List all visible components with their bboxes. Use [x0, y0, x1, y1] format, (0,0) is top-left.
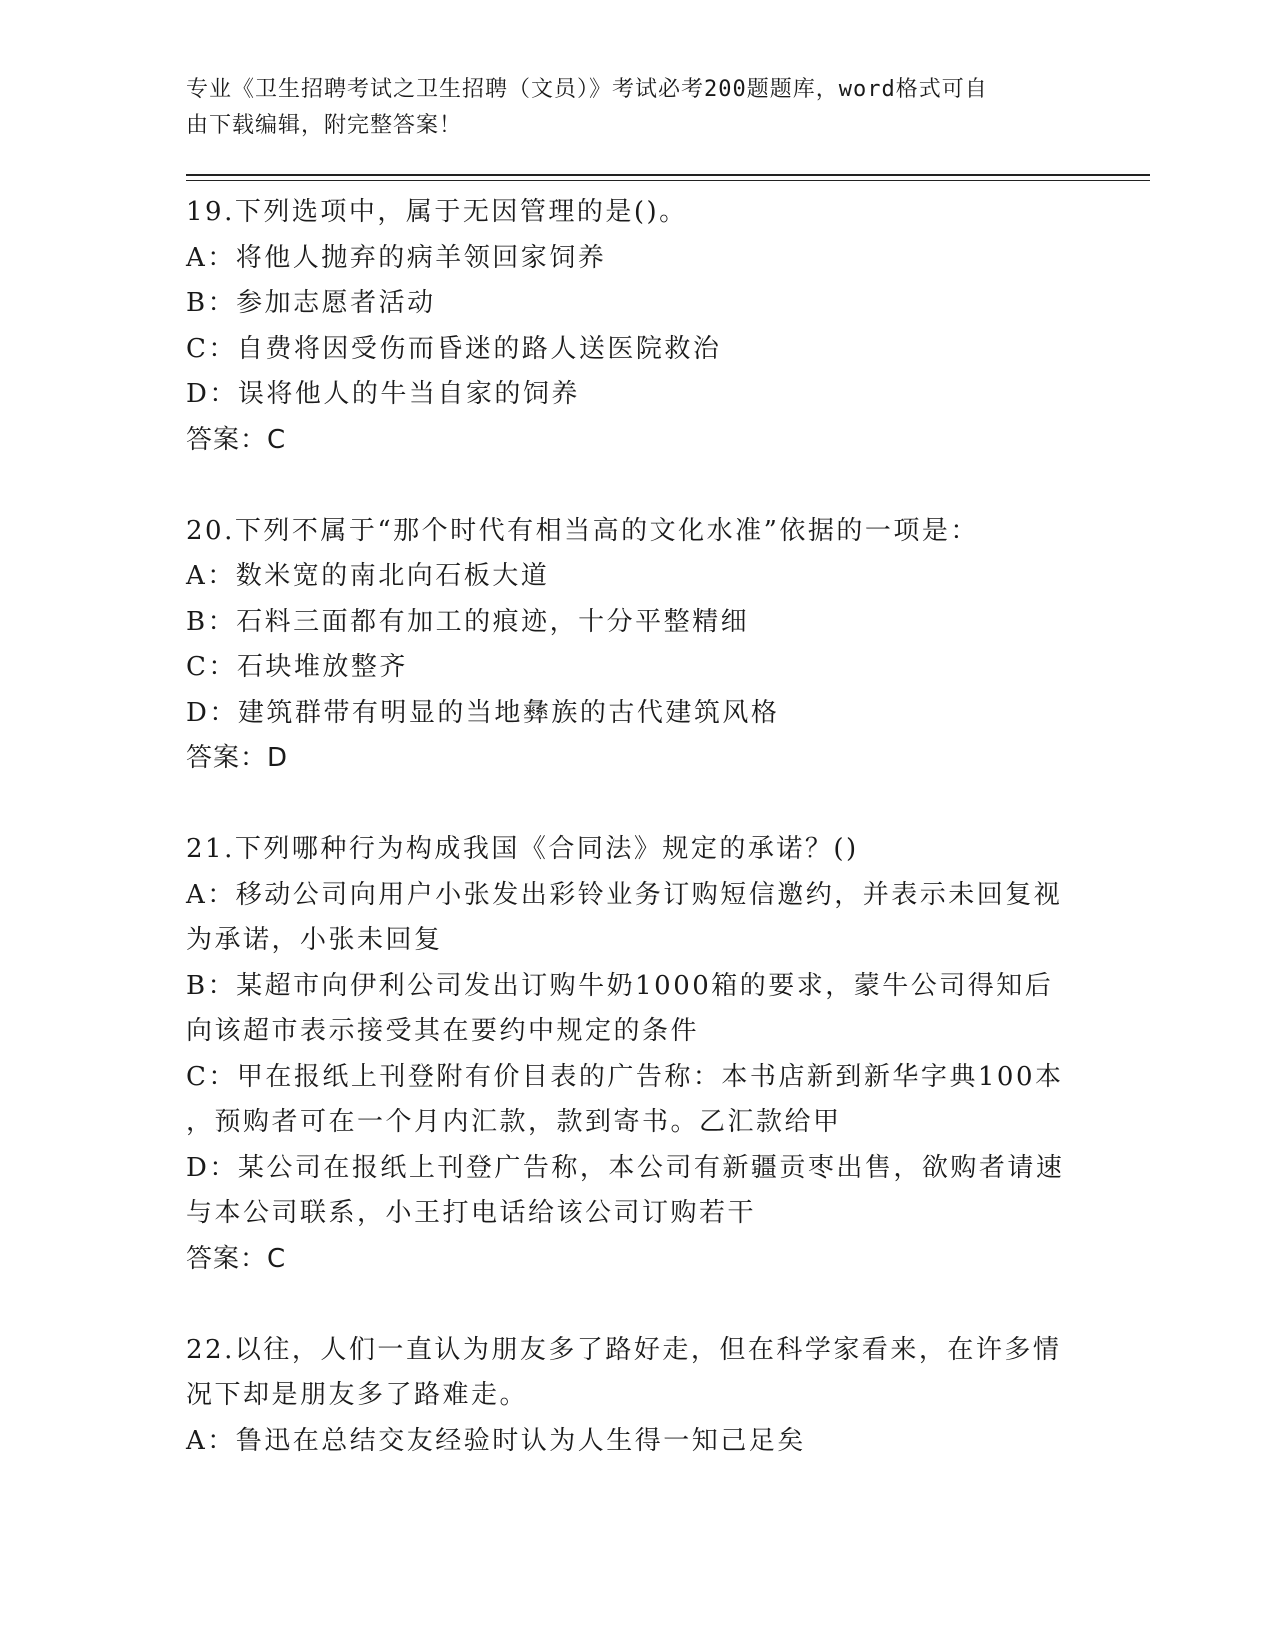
- question-block: [186, 509, 1086, 782]
- option-text: C：石块堆放整齐: [186, 652, 408, 682]
- answer-text: 答案：C: [186, 1243, 287, 1274]
- document-header: [186, 72, 1066, 144]
- option-text: 为承诺，小张未回复: [186, 925, 443, 955]
- option-text: 与本公司联系，小王打电话给该公司订购若干: [186, 1198, 757, 1228]
- option-text: A：数米宽的南北向石板大道: [186, 561, 550, 591]
- question-block: [186, 190, 1086, 463]
- option-text: ，预购者可在一个月内汇款，款到寄书。乙汇款给甲: [186, 1107, 842, 1137]
- header-divider-thick: [186, 174, 1150, 176]
- question-text: 况下却是朋友多了路难走。: [186, 1380, 529, 1410]
- option-text: A：移动公司向用户小张发出彩铃业务订购短信邀约，并表示未回复视: [186, 879, 1063, 910]
- option-text: D：某公司在报纸上刊登广告称，本公司有新疆贡枣出售，欲购者请速: [186, 1152, 1065, 1183]
- question-spacer: [186, 1282, 1086, 1328]
- header-divider-thin: [186, 180, 1150, 181]
- question-list: [186, 190, 1086, 1464]
- answer-text: 答案：C: [186, 424, 287, 455]
- option-text: B：石料三面都有加工的痕迹，十分平整精细: [186, 606, 750, 637]
- header-line: 由下载编辑，附完整答案！: [186, 113, 463, 138]
- question-block: [186, 1328, 1086, 1465]
- option-text: A：鲁迅在总结交友经验时认为人生得一知己足矣: [186, 1425, 806, 1456]
- option-text: B：某超市向伊利公司发出订购牛奶1000箱的要求，蒙牛公司得知后: [186, 970, 1054, 1001]
- option-text: A：将他人抛弃的病羊领回家饲养: [186, 242, 607, 273]
- question-spacer: [186, 463, 1086, 509]
- option-text: C：自费将因受伤而昏迷的路人送医院救治: [186, 333, 722, 364]
- question-text: 21.下列哪种行为构成我国《合同法》规定的承诺？(): [186, 834, 859, 864]
- answer-text: 答案：D: [186, 743, 289, 773]
- option-text: B：参加志愿者活动: [186, 288, 436, 318]
- question-text: 19.下列选项中，属于无因管理的是()。: [186, 197, 688, 227]
- option-text: D：误将他人的牛当自家的饲养: [186, 379, 580, 409]
- question-text: 20.下列不属于“那个时代有相当高的文化水准”依据的一项是：: [186, 515, 979, 546]
- question-spacer: [186, 782, 1086, 828]
- option-text: C：甲在报纸上刊登附有价目表的广告称：本书店新到新华字典100本: [186, 1061, 1064, 1092]
- option-text: 向该超市表示接受其在要约中规定的条件: [186, 1016, 700, 1046]
- question-text: 22.以往，人们一直认为朋友多了路好走，但在科学家看来，在许多情: [186, 1334, 1062, 1365]
- option-text: D：建筑群带有明显的当地彝族的古代建筑风格: [186, 697, 780, 728]
- header-line: 专业《卫生招聘考试之卫生招聘（文员）》考试必考200题题库，word格式可自: [186, 77, 988, 102]
- question-block: [186, 827, 1086, 1282]
